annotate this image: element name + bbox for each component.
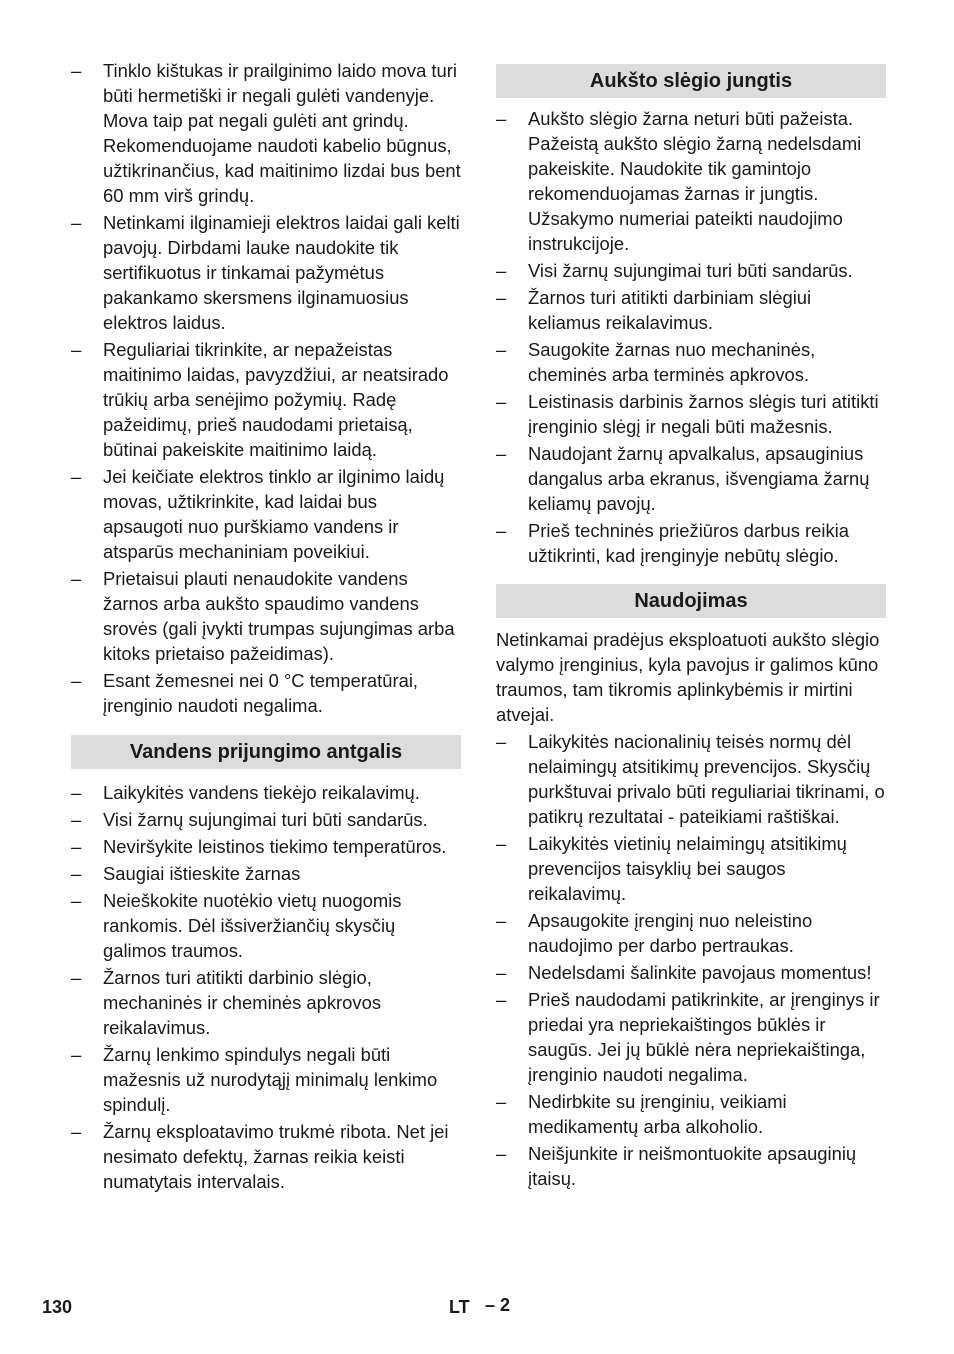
list-item [496, 908, 886, 958]
list-item-text: Neviršykite leistinos tiekimo temperatūros. [103, 836, 447, 857]
left-intro-list [71, 58, 461, 718]
list-item-text: Reguliariai tikrinkite, ar nepažeistas maitinimo laidas, pavyzdžiui, ar neatsirado trūkių arba senėjimo požymių. Radę pažeidimų, prieš naudodami prietaisą, būtinai pakeiskite maitinimo laidą. [103, 339, 449, 460]
list-item-text: Nedelsdami šalinkite pavojaus momentus! [528, 962, 872, 983]
list-item [496, 389, 886, 439]
bullet-dash: – [496, 962, 507, 983]
list-item [71, 1042, 461, 1117]
list-item-text: Neieškokite nuotėkio vietų nuogomis rankomis. Dėl išsiveržiančių skysčių galimos traumos. [103, 890, 402, 961]
bullet-dash: – [496, 1091, 507, 1112]
left-column [71, 58, 461, 1196]
bullet-dash: – [496, 287, 507, 308]
list-item [71, 58, 461, 208]
list-item-text: Visi žarnų sujungimai turi būti sandarūs. [528, 260, 853, 281]
bullet-dash: – [71, 782, 82, 803]
list-item-text: Žarnos turi atitikti darbiniam slėgiui keliamus reikalavimus. [528, 287, 812, 333]
list-item-text: Esant žemesnei nei 0 °C temperatūrai, įrenginio naudoti negalima. [103, 670, 419, 716]
list-item-text: Laikykitės vietinių nelaimingų atsitikimų prevencijos taisyklių bei saugos reikalavimų. [528, 833, 847, 904]
page-number: 130 [42, 1297, 73, 1317]
list-item-text: Laikykitės nacionalinių teisės normų dėl nelaimingų atsitikimų prevencijos. Skysčių purkštuvai privalo būti reguliariai tikrinami, o patikrų rezultatai - pateikiami raštiškai. [528, 731, 885, 827]
list-item [71, 210, 461, 335]
list-item-text: Saugokite žarnas nuo mechaninės, cheminės arba terminės apkrovos. [528, 339, 816, 385]
bullet-dash: – [71, 809, 82, 830]
list-item [71, 464, 461, 564]
bullet-dash: – [71, 568, 82, 589]
list-item-text: Netinkami ilginamieji elektros laidai gali kelti pavojų. Dirbdami lauke naudokite tik sertifikuotus ir tinkamai pažymėtus pakankamo skersmens ilginamuosius elektros laidus. [103, 212, 460, 333]
bullet-dash: – [496, 108, 507, 129]
list-item [71, 668, 461, 718]
list-item-text: Laikykitės vandens tiekėjo reikalavimų. [103, 782, 420, 803]
bullet-dash: – [71, 60, 82, 81]
bullet-dash: – [71, 670, 82, 691]
water-connection-list [71, 780, 461, 1194]
bullet-dash: – [496, 1143, 507, 1164]
list-item [71, 566, 461, 666]
list-item-text: Aukšto slėgio žarna neturi būti pažeista. Pažeistą aukšto slėgio žarną nedelsdami pakeiskite. Naudokite tik gamintojo rekomenduojamas žarnas ir jungtis. Užsakymo numeriai pateikti naudojimo instrukcijoje. [528, 108, 862, 254]
list-item [496, 106, 886, 256]
list-item-text: Tinklo kištukas ir prailginimo laido mova turi būti hermetiški ir negali gulėti vandenyje. Mova taip pat negali gulėti ant grindų. Rekomenduojame naudoti kabelio būgnus, užtikrinančius, kad maitinimo lizdai bus bent 60 mm virš grindų. [103, 60, 461, 206]
list-item [496, 285, 886, 335]
bullet-dash: – [496, 833, 507, 854]
bullet-dash: – [71, 339, 82, 360]
list-item [71, 965, 461, 1040]
list-item-text: Neišjunkite ir neišmontuokite apsauginių įtaisų. [528, 1143, 857, 1189]
list-item-text: Saugiai ištieskite žarnas [103, 863, 301, 884]
list-item-text: Prieš naudodami patikrinkite, ar įrenginys ir priedai yra nepriekaištingos būklės ir saugūs. Jei jų būklė nėra nepriekaištinga, įrenginio naudoti negalima. [528, 989, 880, 1085]
bullet-dash: – [496, 260, 507, 281]
list-item-text: Žarnų lenkimo spindulys negali būti mažesnis už nurodytąjį minimalų lenkimo spindulį. [103, 1044, 438, 1115]
usage-list [496, 729, 886, 1191]
section-title-water-connection: Vandens prijungimo antgalis [71, 735, 461, 769]
list-item [496, 987, 886, 1087]
list-item [496, 831, 886, 906]
list-item-text: Naudojant žarnų apvalkalus, apsauginius dangalus arba ekranus, išvengiama žarnų keliamų pavojų. [528, 443, 870, 514]
list-item [496, 1089, 886, 1139]
bullet-dash: – [71, 836, 82, 857]
bullet-dash: – [71, 1121, 82, 1142]
list-item-text: Apsaugokite įrenginį nuo neleistino naudojimo per darbo pertraukas. [528, 910, 813, 956]
list-item-text: Žarnų eksploatavimo trukmė ribota. Net jei nesimato defektų, žarnas reikia keisti numatytais intervalais. [103, 1121, 449, 1192]
list-item [496, 337, 886, 387]
bullet-dash: – [71, 967, 82, 988]
list-item [71, 888, 461, 963]
right-column [496, 64, 886, 1193]
list-item [71, 861, 461, 886]
list-item-text: Visi žarnų sujungimai turi būti sandarūs. [103, 809, 428, 830]
section-title-usage: Naudojimas [496, 584, 886, 618]
bullet-dash: – [496, 443, 507, 464]
bullet-dash: – [496, 989, 507, 1010]
bullet-dash: – [496, 910, 507, 931]
high-pressure-list [496, 106, 886, 568]
usage-intro: Netinkamai pradėjus eksploatuoti aukšto slėgio valymo įrenginius, kyla pavojus ir galimos kūno traumos, tam tikromis aplinkybėmis ir mirtini atvejai. [496, 629, 880, 725]
bullet-dash: – [71, 890, 82, 911]
list-item [496, 1141, 886, 1191]
list-item [496, 258, 886, 283]
bullet-dash: – [71, 1044, 82, 1065]
bullet-dash: – [71, 863, 82, 884]
list-item [496, 729, 886, 829]
list-item [71, 834, 461, 859]
bullet-dash: – [496, 520, 507, 541]
bullet-dash: – [496, 339, 507, 360]
list-item [496, 518, 886, 568]
list-item [71, 337, 461, 462]
section-title-high-pressure: Aukšto slėgio jungtis [496, 64, 886, 98]
bullet-dash: – [496, 391, 507, 412]
list-item-text: Jei keičiate elektros tinklo ar ilginimo laidų movas, užtikrinkite, kad laidai bus apsaugoti nuo purškiamo vandens ir atsparūs mechaniniam poveikiui. [103, 466, 445, 562]
list-item [496, 441, 886, 516]
list-item-text: Prietaisui plauti nenaudokite vandens žarnos arba aukšto spaudimo vandens srovės (gali įvykti trumpas sujungimas arba kitoks prietaiso pažeidimas). [103, 568, 455, 664]
bullet-dash: – [496, 731, 507, 752]
list-item-text: Žarnos turi atitikti darbinio slėgio, mechaninės ir cheminės apkrovos reikalavimus. [103, 967, 382, 1038]
language-page: – 2 [485, 1295, 511, 1315]
list-item [71, 807, 461, 832]
list-item-text: Leistinasis darbinis žarnos slėgis turi atitikti įrenginio slėgį ir negali būti mažesnis. [528, 391, 879, 437]
list-item-text: Prieš techninės priežiūros darbus reikia užtikrinti, kad įrenginyje nebūtų slėgio. [528, 520, 849, 566]
bullet-dash: – [71, 466, 82, 487]
list-item [496, 960, 886, 985]
language-code: LT [449, 1297, 470, 1317]
list-item [71, 780, 461, 805]
list-item-text: Nedirbkite su įrenginiu, veikiami medikamentų arba alkoholio. [528, 1091, 787, 1137]
bullet-dash: – [71, 212, 82, 233]
list-item [71, 1119, 461, 1194]
